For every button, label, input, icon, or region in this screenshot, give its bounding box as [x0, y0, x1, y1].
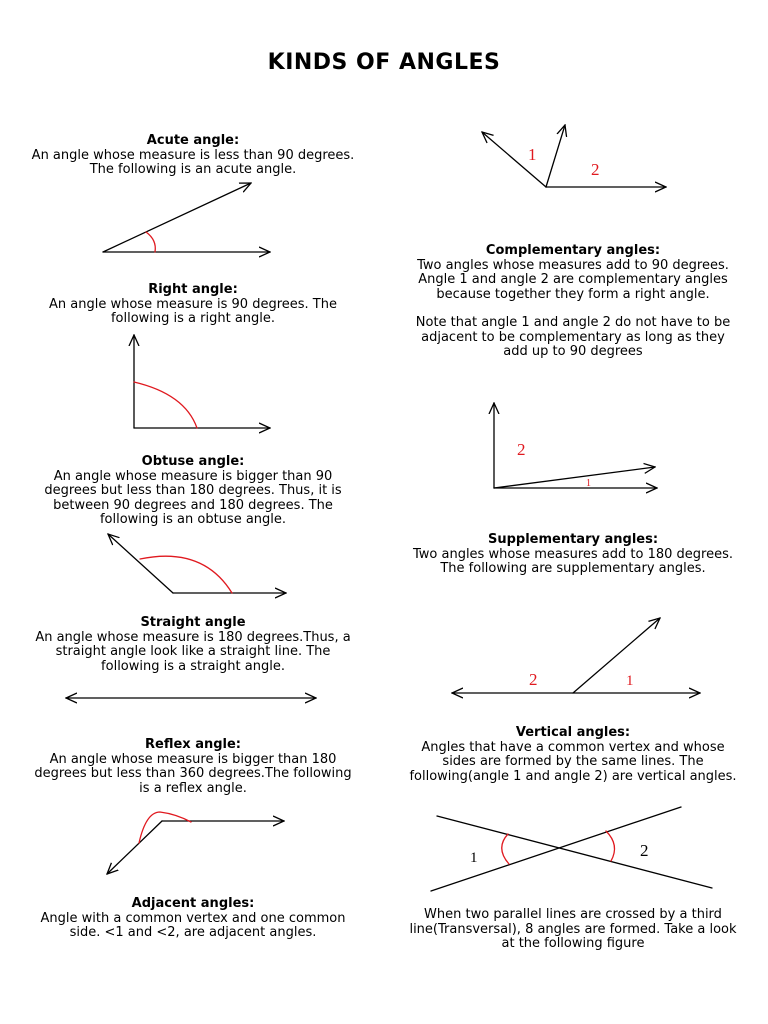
complementary-angles-heading: Complementary angles: — [485, 243, 661, 258]
complementary-top-figure — [482, 125, 666, 187]
straight-angle-heading: Straight angle — [140, 615, 246, 630]
acute-angle-heading: Acute angle: — [146, 133, 240, 148]
label-vert-1: 1 — [470, 850, 478, 866]
label-supp-2: 2 — [529, 670, 538, 689]
vertical-angles-figure — [431, 807, 712, 891]
vertical-angle-arc-2 — [606, 831, 615, 861]
acute-angle-text: An angle whose measure is less than 90 degrees. The following is an acute angle. — [31, 147, 355, 177]
adjacent-angles-heading: Adjacent angles: — [131, 896, 255, 911]
vertical-angle-arc-1 — [502, 834, 509, 864]
acute-angle-arc — [146, 232, 155, 252]
adjacent-angles-text: Angle with a common vertex and one common side. <1 and <2, are adjacent angles. — [40, 910, 346, 940]
page-title: KINDS OF ANGLES — [267, 50, 501, 75]
supplementary-angles-text: Two angles whose measures add to 180 degrees. The following are supplementary angles. — [412, 546, 733, 576]
complementary-angles-text: Two angles whose measures add to 90 degrees. Angle 1 and angle 2 are complementary angles because together they form a right angle. — [417, 257, 729, 302]
label-comp-mid-1: 1 — [586, 478, 591, 489]
obtuse-angle-arc — [140, 556, 232, 593]
acute-angle-figure — [103, 183, 270, 252]
straight-angle-text: An angle whose measure is 180 degrees.Thus, a straight angle look like a straight line. The following is a straight angle. — [35, 629, 351, 674]
transversal-text: When two parallel lines are crossed by a third line(Transversal), 8 angles are formed. Take a look at the following figure — [409, 907, 737, 951]
vertical-angles-heading: Vertical angles: — [515, 725, 631, 740]
right-angle-text: An angle whose measure is 90 degrees. The following is a right angle. — [49, 296, 337, 326]
right-angle-arc — [134, 382, 197, 428]
obtuse-angle-figure — [108, 534, 286, 593]
right-angle-heading: Right angle: — [148, 282, 238, 297]
label-comp-top-1: 1 — [528, 145, 537, 164]
reflex-angle-text: An angle whose measure is bigger than 180 degrees but less than 360 degrees.The following is a reflex angle. — [34, 751, 352, 796]
label-comp-top-2: 2 — [591, 160, 600, 179]
label-comp-mid-2: 2 — [517, 440, 526, 459]
supplementary-angles-heading: Supplementary angles: — [487, 532, 659, 547]
reflex-angle-heading: Reflex angle: — [145, 737, 241, 752]
obtuse-angle-text: An angle whose measure is bigger than 90 degrees but less than 180 degrees. Thus, it is between 90 degrees and 180 degrees. The following is an obtuse angle. — [44, 468, 342, 527]
right-angle-figure — [134, 335, 270, 428]
vertical-angles-text: Angles that have a common vertex and whose sides are formed by the same lines. The following(angle 1 and angle 2) are vertical angles. — [409, 739, 737, 784]
complementary-angles-note: Note that angle 1 and angle 2 do not have to be adjacent to be complementary as long as they add up to 90 degrees — [415, 315, 731, 359]
obtuse-angle-heading: Obtuse angle: — [141, 454, 245, 469]
reflex-angle-figure — [107, 812, 284, 874]
label-vert-2: 2 — [640, 841, 649, 860]
reflex-angle-arc — [139, 812, 191, 843]
supplementary-figure — [452, 618, 700, 693]
label-supp-1: 1 — [626, 673, 634, 689]
